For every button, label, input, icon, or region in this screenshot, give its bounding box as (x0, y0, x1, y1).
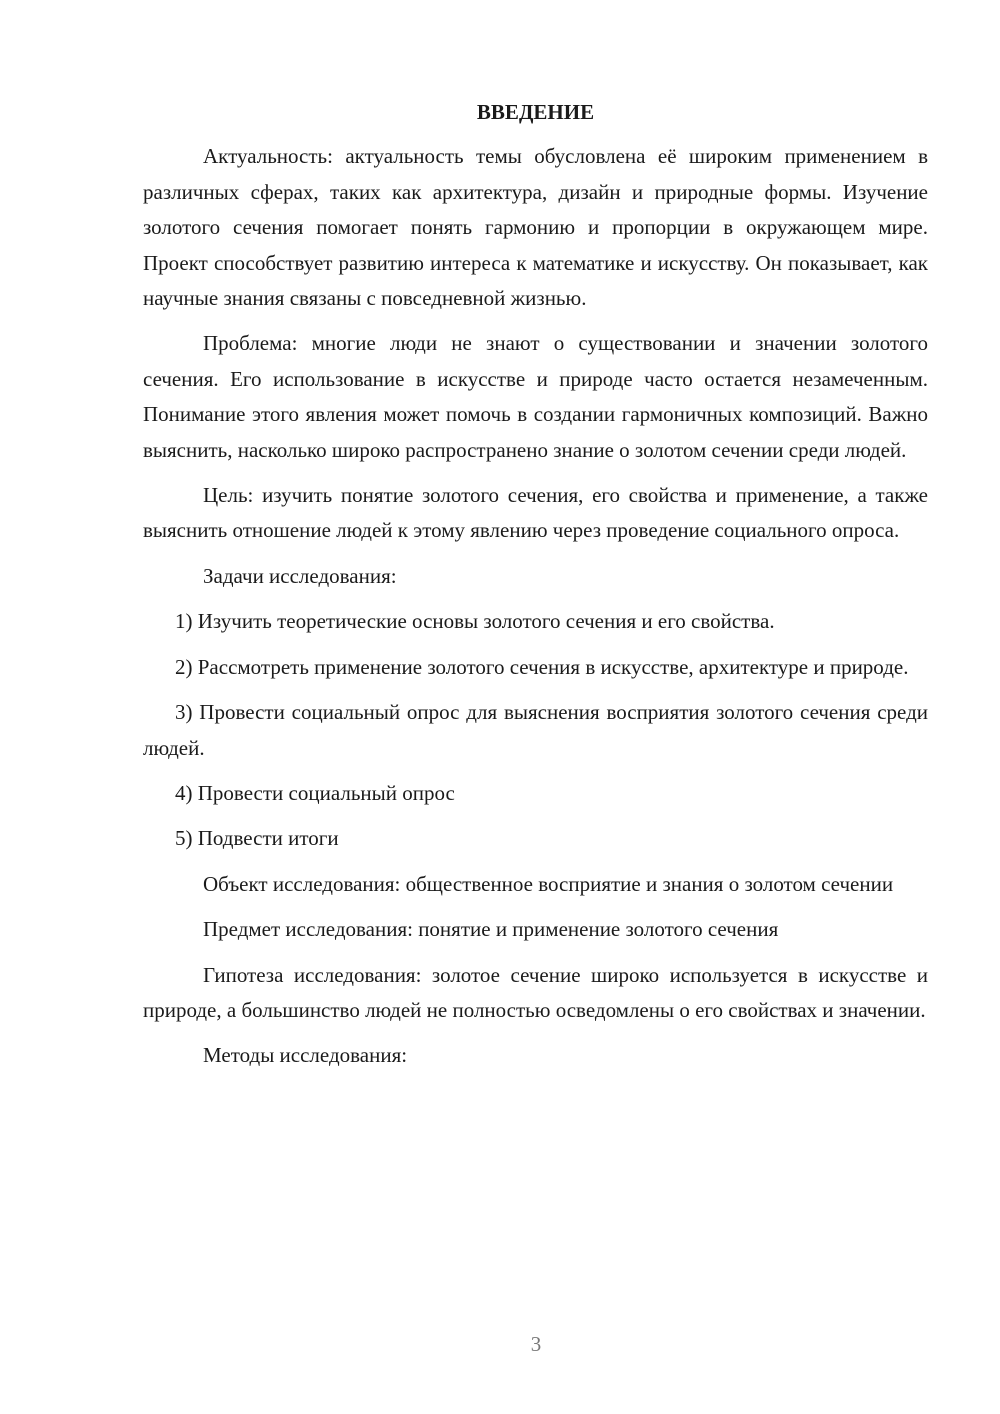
hypothesis-paragraph: Гипотеза исследования: золотое сечение широко используется в искусстве и природе, а большинство людей не полностью осведомлены о его свойствах и значении. (143, 962, 928, 1022)
page-number: 3 (530, 1332, 542, 1356)
problem-paragraph: Проблема: многие люди не знают о существовании и значении золотого сечения. Его использование в искусстве и природе часто остается незамеченным. Понимание этого явления может помочь в создании гармоничных композиций. Важно выяснить, насколько широко распространено знание о золотом сечении среди людей. (143, 331, 928, 462)
task-item-1: 1) Изучить теоретические основы золотого сечения и его свойства. (175, 609, 775, 634)
methods-paragraph: Методы исследования: (203, 1043, 408, 1068)
goal-paragraph: Цель: изучить понятие золотого сечения, его свойства и применение, а также выяснить отношение людей к этому явлению через проведение социального опроса. (143, 483, 928, 543)
subject-paragraph: Предмет исследования: понятие и применение золотого сечения (203, 917, 779, 942)
task-item-3: 3) Провести социальный опрос для выяснения восприятия золотого сечения среди людей. (143, 700, 928, 760)
object-paragraph: Объект исследования: общественное восприятие и знания о золотом сечении (203, 871, 894, 896)
section-heading: ВВЕДЕНИЕ (476, 100, 595, 124)
task-item-4: 4) Провести социальный опрос (175, 780, 455, 805)
tasks-title: Задачи исследования: (203, 563, 397, 588)
task-item-5: 5) Подвести итоги (175, 826, 339, 851)
relevance-paragraph: Актуальность: актуальность темы обусловлена её широким применением в различных сферах, таких как архитектура, дизайн и природные формы. Изучение золотого сечения помогает понять гармонию и пропорции в окружающем мире. Проект способствует развитию интереса к математике и искусству. Он показывает, как научные знания связаны с повседневной жизнью. (143, 144, 928, 311)
task-item-2: 2) Рассмотреть применение золотого сечения в искусстве, архитектуре и природе. (175, 654, 909, 679)
document-page (143, 95, 928, 1084)
